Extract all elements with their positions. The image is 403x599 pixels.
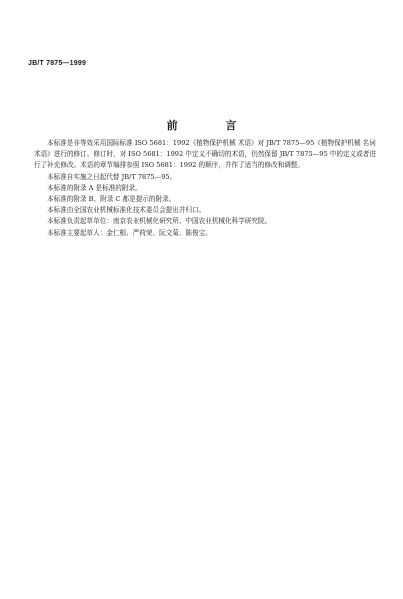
paragraph-drafting-units: 本标准负责起草单位：南京农业机械化研究所、中国农业机械化科学研究院。 [47, 217, 272, 226]
paragraph-adoption: 本标准是非等效采用国际标准 ISO 5681：1992《植物保护机械 术语》对 JB/T 7875—95《植物保护机械 名词术语》进行的修订。修订时，对 ISO 5681：1992 中定义不确切的术语，仍然保留 JB/T 7875—95 中的定义或者进行了补充修改。术语的章节编排参照 ISO 5681：1992 的顺序，并作了适当的修改和调整。 [34, 139, 376, 170]
page-title: 前 言 [166, 119, 259, 132]
paragraph-replacement: 本标准自实施之日起代替 JB/T 7875—95。 [47, 172, 177, 181]
foreword-body [34, 138, 376, 239]
paragraph-committee: 本标准由全国农业机械标准化技术委员会提出并归口。 [47, 206, 206, 215]
paragraph-drafters: 本标准主要起草人：金仁根、严荷荣、阮文菊、陈俊宝。 [47, 228, 212, 237]
paragraph-appendix-a: 本标准的附录 A 是标准的附录。 [47, 183, 142, 192]
standard-code: JB/T 7875—1999 [28, 60, 87, 67]
paragraph-appendix-bc: 本标准的附录 B、附录 C 都是提示的附录。 [47, 195, 176, 204]
